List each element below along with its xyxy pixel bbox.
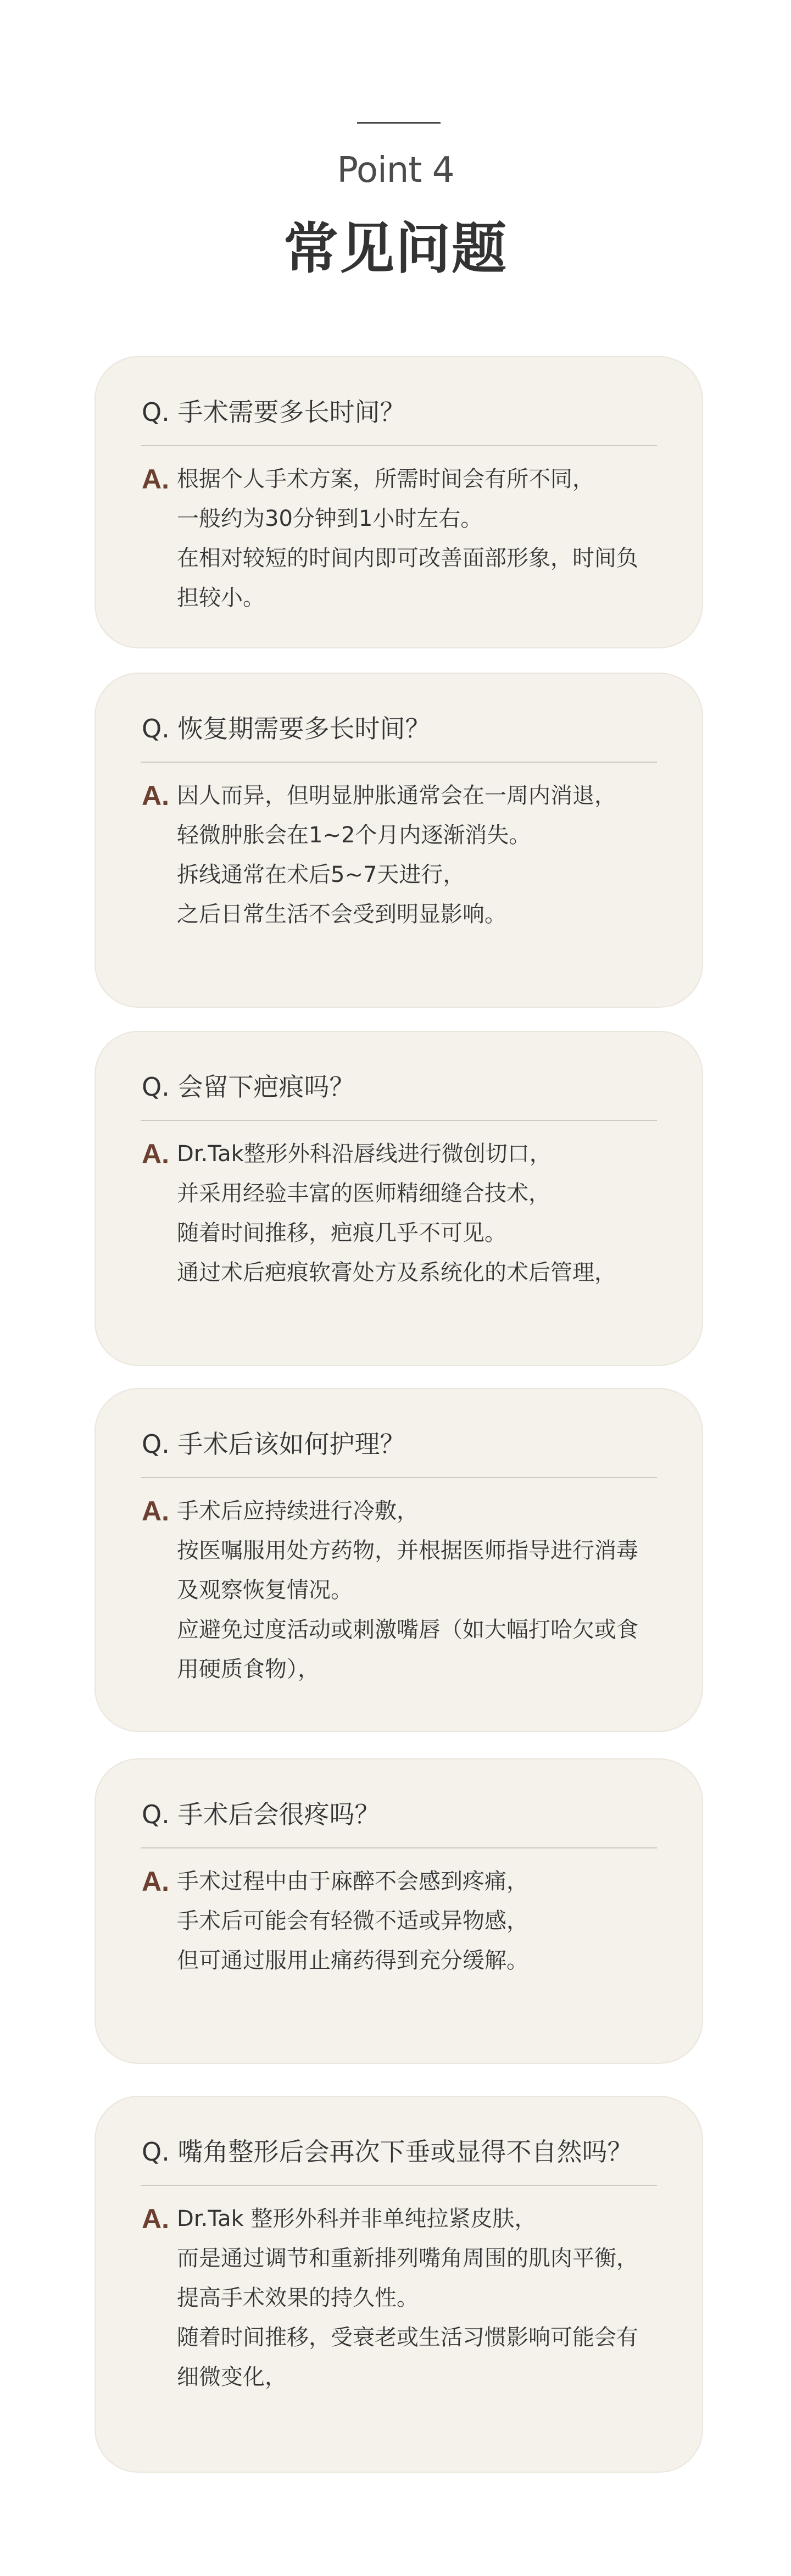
faq-answer	[177, 776, 669, 934]
faq-answer-line: 但可通过服用止痛药得到充分缓解。	[177, 1948, 528, 1973]
faq-answer-line: 提高手术效果的持久性。	[177, 2285, 419, 2311]
faq-answer-line: 根据个人手术方案，所需时间会有所不同，	[177, 467, 594, 492]
faq-question: Q. 会留下疤痕吗？	[142, 1072, 355, 1102]
faq-answer-line: 因人而异，但明显肿胀通常会在一周内消退，	[177, 783, 616, 808]
faq-answer-line: 用硬质食物），	[177, 1657, 320, 1682]
faq-answer-marker: A.	[142, 780, 169, 811]
faq-answer-line: 及观察恢复情况。	[177, 1578, 353, 1603]
faq-divider	[141, 445, 657, 446]
faq-answer-line: 按医嘱服用处方药物，并根据医师指导进行消毒	[177, 1538, 638, 1563]
faq-answer-line: 轻微肿胀会在1~2个月内逐渐消失。	[177, 823, 531, 848]
faq-answer-marker: A.	[142, 2203, 169, 2234]
faq-answer-line: 应避免过度活动或刺激嘴唇（如大幅打哈欠或食	[177, 1617, 638, 1642]
faq-answer-line: 手术过程中由于麻醉不会感到疼痛，	[177, 1869, 528, 1894]
faq-card	[94, 356, 703, 648]
point-label: Point 4	[337, 150, 454, 191]
faq-card	[94, 673, 703, 1008]
faq-card	[94, 1031, 703, 1366]
faq-answer-line: 之后日常生活不会受到明显影响。	[177, 902, 506, 927]
faq-card	[94, 1758, 703, 2064]
faq-divider	[141, 1847, 657, 1848]
faq-answer-marker: A.	[142, 1139, 169, 1169]
faq-answer	[177, 1862, 669, 1980]
faq-answer	[177, 1134, 669, 1292]
page-title: 常见问题	[283, 216, 508, 281]
faq-answer-line: 而是通过调节和重新排列嘴角周围的肌肉平衡，	[177, 2246, 638, 2271]
faq-divider	[141, 2185, 657, 2186]
faq-answer-line: 随着时间推移，受衰老或生活习惯影响可能会有	[177, 2325, 638, 2350]
faq-divider	[141, 1477, 657, 1478]
faq-answer-line: 通过术后疤痕软膏处方及系统化的术后管理，	[177, 1260, 616, 1285]
faq-answer-line: 拆线通常在术后5~7天进行，	[177, 862, 465, 887]
faq-answer-line: 细微变化，	[177, 2364, 287, 2390]
faq-answer-line: 担较小。	[177, 585, 265, 610]
faq-divider	[141, 762, 657, 763]
faq-answer-line: 并采用经验丰富的医师精细缝合技术，	[177, 1181, 550, 1206]
faq-answer-line: 随着时间推移，疤痕几乎不可见。	[177, 1220, 506, 1246]
faq-answer	[177, 2199, 669, 2397]
faq-answer-line: 一般约为30分钟到1小时左右。	[177, 506, 483, 531]
faq-question: Q. 恢复期需要多长时间？	[142, 714, 431, 743]
faq-card	[94, 2096, 703, 2473]
faq-answer-line: Dr.Tak整形外科沿唇线进行微创切口，	[177, 1141, 552, 1167]
faq-answer-line: Dr.Tak 整形外科并非单纯拉紧皮肤，	[177, 2206, 537, 2231]
faq-answer-marker: A.	[142, 464, 169, 495]
faq-answer-line: 手术后应持续进行冷敷，	[177, 1498, 419, 1524]
faq-answer-line: 在相对较短的时间内即可改善面部形象，时间负	[177, 546, 638, 571]
faq-card	[94, 1388, 703, 1732]
faq-answer-line: 手术后可能会有轻微不适或异物感，	[177, 1908, 528, 1934]
faq-question: Q. 手术后会很疼吗？	[142, 1800, 380, 1829]
faq-answer	[177, 1491, 669, 1689]
faq-answer	[177, 459, 669, 618]
faq-answer-marker: A.	[142, 1866, 169, 1897]
faq-question: Q. 手术需要多长时间？	[142, 397, 405, 427]
faq-divider	[141, 1120, 657, 1121]
header-divider	[357, 122, 441, 124]
faq-answer-marker: A.	[142, 1496, 169, 1526]
faq-question: Q. 手术后该如何护理？	[142, 1429, 405, 1459]
faq-question: Q. 嘴角整形后会再次下垂或显得不自然吗？	[142, 2137, 633, 2167]
